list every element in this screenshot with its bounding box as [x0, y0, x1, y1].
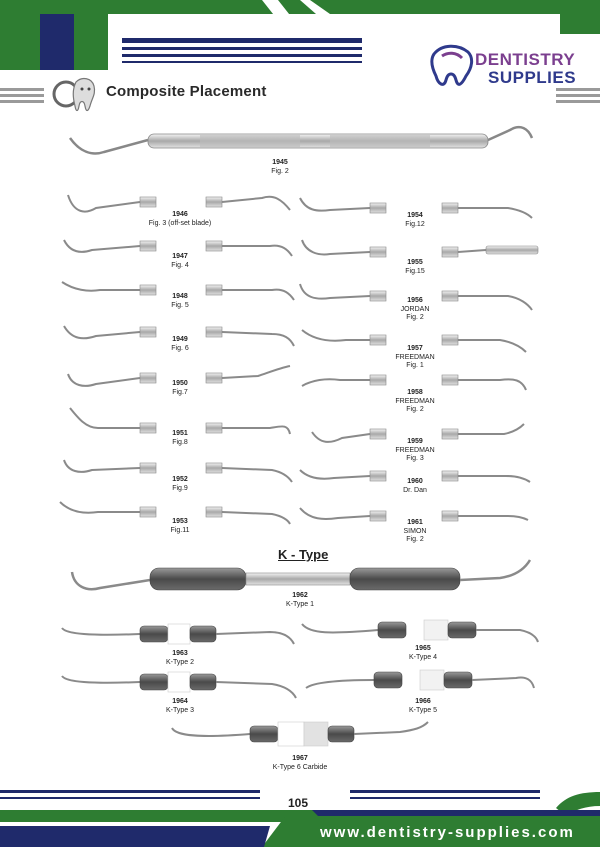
- caption-1953: 1953 Fig.11: [170, 518, 190, 534]
- caption-1949: 1949 Fig. 6: [171, 336, 189, 352]
- caption-1963: 1963 K-Type 2: [165, 650, 194, 666]
- caption-1946: 1946 Fig. 3 (off-set blade): [148, 211, 212, 227]
- caption-1955: 1955 Fig.15: [405, 259, 425, 275]
- caption-1945: 1945 Fig. 2: [271, 159, 289, 175]
- caption-1947: 1947 Fig. 4: [171, 253, 189, 269]
- caption-1964: 1964 K-Type 3: [165, 698, 194, 714]
- brand-name-line1: DENTISTRY: [475, 50, 576, 69]
- caption-1950: 1950 Fig.7: [172, 380, 188, 396]
- caption-1965: 1965 K-Type 4: [408, 645, 437, 661]
- caption-1959: 1959 FREEDMAN Fig. 3: [395, 438, 435, 462]
- caption-1967: 1967 K-Type 6 Carbide: [272, 755, 328, 771]
- caption-1954: 1954 Fig.12: [405, 212, 425, 228]
- brand-name-line2: SUPPLIES: [488, 68, 577, 87]
- k-type-heading: K - Type: [278, 547, 329, 562]
- page-number: 105: [288, 796, 309, 810]
- section-title: Composite Placement: [106, 83, 267, 100]
- caption-1952: 1952 Fig.9: [172, 476, 188, 492]
- caption-1948: 1948 Fig. 5: [171, 293, 189, 309]
- instrument-column-left: [60, 195, 294, 524]
- caption-1961: 1961 SIMON Fig. 2: [403, 519, 427, 543]
- instrument-1962: [72, 560, 530, 590]
- website-url: www.dentistry-supplies.com: [320, 824, 575, 841]
- caption-1958: 1958 FREEDMAN Fig. 2: [395, 389, 435, 413]
- caption-1966: 1966 K-Type 5: [408, 698, 437, 714]
- caption-1956: 1956 JORDAN Fig. 2: [400, 297, 430, 321]
- instrument-k-types: [62, 620, 538, 746]
- caption-1957: 1957 FREEDMAN Fig. 1: [395, 345, 435, 369]
- caption-1960: 1960 Dr. Dan: [403, 478, 427, 494]
- caption-1951: 1951 Fig.8: [172, 430, 188, 446]
- instrument-1945: [70, 127, 532, 153]
- caption-1962: 1962 K-Type 1: [285, 592, 314, 608]
